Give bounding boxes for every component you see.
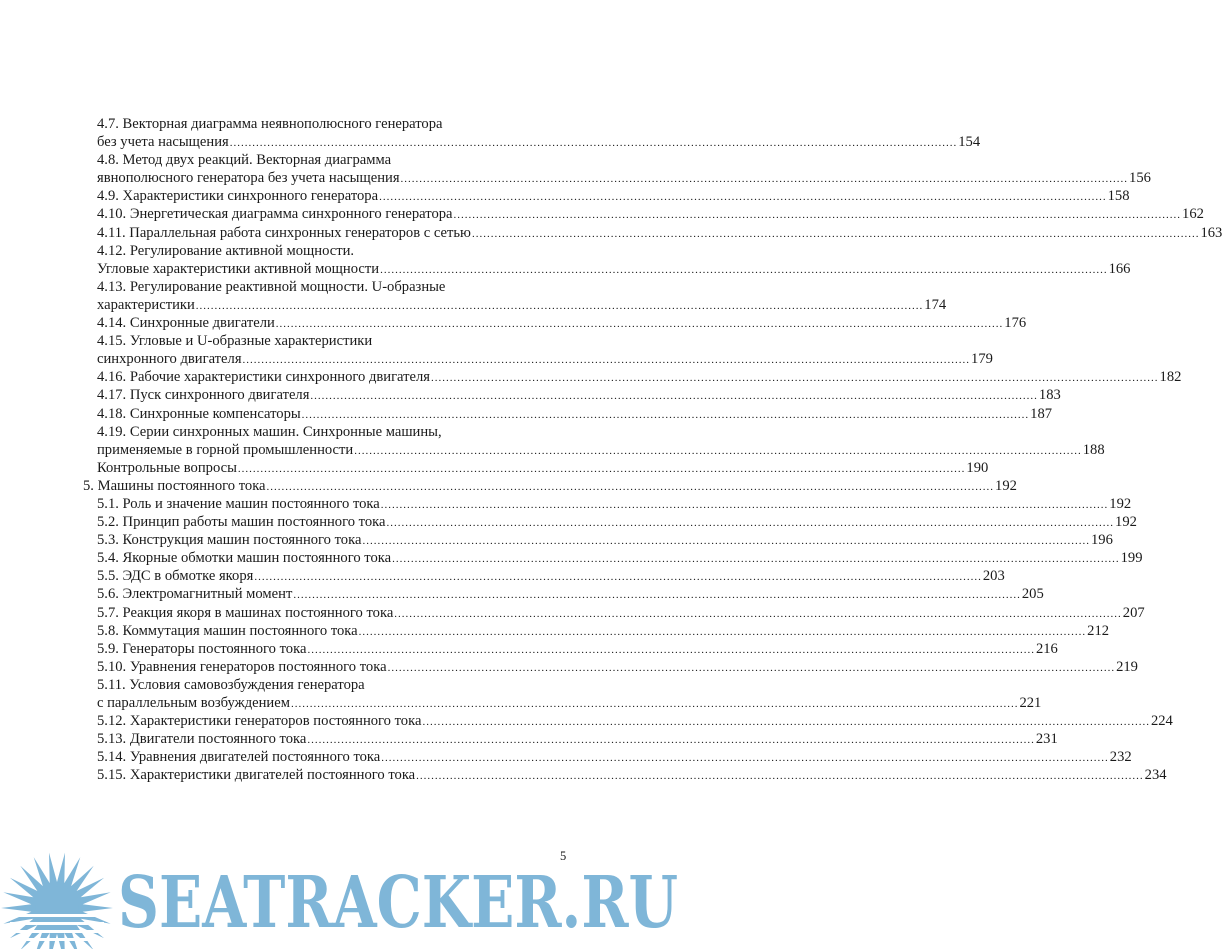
- dot-leader: [276, 315, 1004, 333]
- toc-entry-title: 5.11. Условия самовозбуждения генератора: [97, 676, 365, 693]
- toc-entry-title: 5.7. Реакция якоря в машинах постоянного тока: [97, 604, 394, 621]
- toc-entry: [97, 278, 567, 296]
- dot-leader: [293, 586, 1021, 604]
- dot-leader: [387, 514, 1115, 532]
- toc-entry: [97, 350, 993, 368]
- toc-entry: [97, 386, 1061, 404]
- toc-entry: [97, 423, 567, 441]
- toc-entry: [97, 766, 1167, 784]
- toc-entry-title: 5.14. Уравнения двигателей постоянного тока: [97, 749, 381, 766]
- toc-entry-page: 221: [1019, 695, 1042, 711]
- toc-entry-title: 5.6. Электромагнитный момент: [97, 586, 293, 603]
- dot-leader: [359, 623, 1087, 641]
- dot-leader: [291, 695, 1019, 713]
- toc-entry: [97, 187, 1130, 205]
- dot-leader: [307, 641, 1035, 659]
- toc-entry-page: 192: [1109, 495, 1132, 512]
- dot-leader: [230, 134, 958, 152]
- toc-entry: [97, 640, 1058, 658]
- toc-entry-title: 4.7. Векторная диаграмма неявнополюсного генератора: [97, 116, 443, 132]
- toc-entry-title: 4.8. Метод двух реакций. Векторная диаграмма: [97, 152, 392, 169]
- toc-entry-title: 5.15. Характеристики двигателей постоянного тока: [97, 767, 416, 784]
- dot-leader: [196, 297, 924, 315]
- toc-entry-title: Угловые характеристики активной мощности: [97, 260, 380, 277]
- toc-entry-title: явнополюсного генератора без учета насыщения: [97, 170, 400, 187]
- toc-entry: [97, 405, 1053, 423]
- toc-entry-page: 192: [1115, 514, 1137, 531]
- toc-entry-title: 4.12. Регулирование активной мощности.: [97, 242, 355, 259]
- watermark: [0, 836, 696, 949]
- toc-entry: [97, 133, 981, 151]
- toc-entry-title: 5.2. Принцип работы машин постоянного тока: [97, 514, 386, 531]
- toc-entry-page: 166: [1108, 260, 1131, 277]
- toc-entry-page: 162: [1182, 206, 1204, 223]
- toc-entry-title: 4.17. Пуск синхронного двигателя: [97, 387, 310, 404]
- toc-entry: [97, 260, 1131, 278]
- toc-entry-title: 5.1. Роль и значение машин постоянного тока: [97, 495, 380, 512]
- dot-leader: [422, 713, 1150, 731]
- dot-leader: [394, 605, 1122, 623]
- toc-entry-title: 4.9. Характеристики синхронного генератора: [97, 188, 379, 205]
- toc-entry-page: 212: [1087, 622, 1110, 639]
- dot-leader: [401, 170, 1129, 188]
- toc-entry: [97, 549, 1143, 567]
- toc-entry: [97, 296, 947, 314]
- toc-entry-title: 5.8. Коммутация машин постоянного тока: [97, 622, 358, 639]
- toc-entry-page: 158: [1107, 188, 1130, 205]
- sun-icon: [1, 853, 113, 949]
- toc-entry-title: 5.13. Двигатели постоянного тока: [97, 731, 307, 748]
- toc-entry: [97, 495, 1132, 513]
- toc-entry-page: 187: [1030, 405, 1053, 422]
- toc-entry-page: 188: [1082, 441, 1105, 458]
- dot-leader: [472, 225, 1200, 243]
- dot-leader: [354, 442, 1082, 460]
- dot-leader: [302, 406, 1030, 424]
- toc-entry-page: 199: [1120, 550, 1143, 567]
- toc-entry-page: 190: [966, 459, 989, 476]
- toc-entry-title: 5.5. ЭДС в обмотке якоря: [97, 568, 254, 585]
- toc-entry-page: 174: [924, 296, 947, 313]
- toc-entry-title: 4.15. Угловые и U-образные характеристики: [97, 333, 373, 350]
- toc-entry-page: 207: [1122, 604, 1145, 621]
- toc-entry-title: синхронного двигателя: [97, 351, 242, 368]
- toc-entry-page: 179: [971, 351, 993, 368]
- toc-entry: [97, 676, 567, 694]
- toc-entry-title: 5.9. Генераторы постоянного тока: [97, 640, 307, 657]
- toc-entry-title: 5.12. Характеристики генераторов постоянного тока: [97, 713, 422, 730]
- toc-entry: [97, 115, 567, 133]
- toc-entry-page: 203: [982, 568, 1005, 585]
- dot-leader: [379, 188, 1107, 206]
- toc-entry-title: 4.16. Рабочие характеристики синхронного двигателя: [97, 369, 431, 386]
- toc-entry: [97, 242, 567, 260]
- toc-entry-title: 4.14. Синхронные двигатели: [97, 315, 275, 332]
- toc-entry-title: 4.11. Параллельная работа синхронных генераторов с сетью: [97, 224, 471, 241]
- dot-leader: [431, 369, 1159, 387]
- dot-leader: [362, 532, 1090, 550]
- toc-entry-title: 5. Машины постоянного тока: [83, 477, 266, 494]
- toc-entry: [97, 224, 1222, 242]
- toc-entry-page: 231: [1035, 731, 1058, 748]
- dot-leader: [243, 351, 971, 369]
- toc-entry: [97, 151, 567, 169]
- toc-entry-title: применяемые в горной промышленности: [97, 441, 354, 458]
- toc-entry-title: 4.19. Серии синхронных машин. Синхронные машины,: [97, 423, 442, 440]
- toc-entry: [97, 332, 567, 350]
- toc-entry: [97, 712, 1173, 730]
- toc-entry-title: 4.13. Регулирование реактивной мощности. U-образные: [97, 278, 446, 295]
- toc-entry: [97, 368, 1182, 386]
- toc-entry-page: 219: [1116, 658, 1138, 675]
- toc-entry: [83, 477, 1017, 495]
- toc-entry-page: 205: [1021, 586, 1044, 603]
- toc-entry: [97, 205, 1204, 223]
- dot-leader: [381, 496, 1109, 514]
- toc-entry-title: 5.3. Конструкция машин постоянного тока: [97, 532, 362, 549]
- toc-entry: [97, 531, 1113, 549]
- toc-entry-title: Контрольные вопросы: [97, 459, 237, 476]
- toc-entry: [97, 441, 1105, 459]
- toc-entry-title: без учета насыщения: [97, 134, 229, 151]
- toc-entry: [97, 622, 1110, 640]
- toc-entry: [97, 658, 1138, 676]
- dot-leader: [307, 731, 1035, 749]
- toc-entry: [97, 567, 1005, 585]
- dot-leader: [267, 478, 995, 496]
- toc-entry-title: 4.18. Синхронные компенсаторы: [97, 405, 301, 422]
- toc-entry-page: 192: [995, 477, 1017, 494]
- dot-leader: [310, 387, 1038, 405]
- toc-entry-page: 234: [1144, 767, 1167, 784]
- toc-entry-title: с параллельным возбуждением: [97, 695, 290, 711]
- toc-entry: [97, 730, 1058, 748]
- toc-entry-page: 183: [1038, 387, 1061, 404]
- dot-leader: [254, 568, 982, 586]
- toc-entry-title: 5.10. Уравнения генераторов постоянного тока: [97, 658, 387, 675]
- dot-leader: [454, 206, 1182, 224]
- toc-entry: [97, 604, 1145, 622]
- toc-entry-page: 224: [1150, 713, 1173, 730]
- dot-leader: [238, 460, 966, 478]
- toc-entry-title: 4.10. Энергетическая диаграмма синхронного генератора: [97, 206, 453, 223]
- toc-entry-title: характеристики: [97, 296, 195, 313]
- toc-entry-page: 232: [1109, 749, 1132, 766]
- toc-entry-page: 163: [1200, 224, 1222, 241]
- dot-leader: [388, 659, 1116, 677]
- toc-entry: [97, 169, 1151, 187]
- dot-leader: [392, 550, 1120, 568]
- dot-leader: [381, 749, 1109, 767]
- toc-entry-page: 156: [1129, 170, 1151, 187]
- toc-entry-page: 154: [958, 134, 981, 151]
- watermark-text: SEATRACKER.RU: [118, 860, 678, 944]
- toc-entry: [97, 748, 1132, 766]
- toc-entry-page: 216: [1035, 640, 1058, 657]
- toc-entry: [97, 513, 1137, 531]
- toc-entry-title: 5.4. Якорные обмотки машин постоянного тока: [97, 550, 392, 567]
- toc-entry: [97, 694, 1042, 712]
- dot-leader: [380, 261, 1108, 279]
- toc-entry: [97, 314, 1027, 332]
- toc-entry-page: 196: [1090, 532, 1113, 549]
- toc-entry: [97, 585, 1044, 603]
- toc-entry-page: 176: [1004, 315, 1027, 332]
- toc-entry: [97, 459, 989, 477]
- toc-entry-page: 182: [1159, 369, 1182, 386]
- dot-leader: [416, 767, 1144, 785]
- page-number: 5: [560, 849, 567, 863]
- table-of-contents: [83, 115, 1222, 784]
